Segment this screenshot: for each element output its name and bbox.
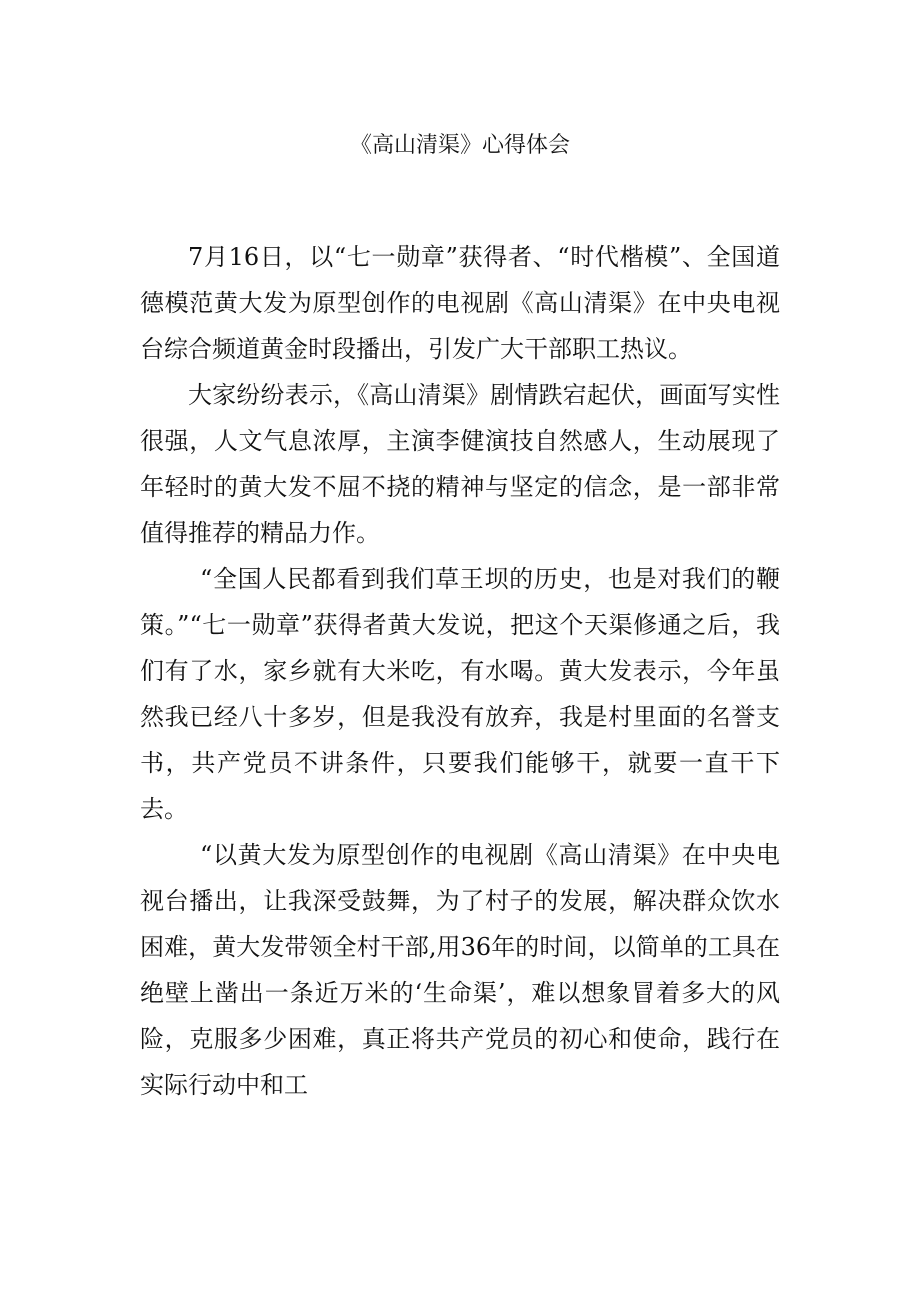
document-body [140, 234, 780, 1108]
paragraph-3: “全国人民都看到我们草王坝的历史，也是对我们的鞭策。”“七一勋章”获得者黄大发说，把这个天渠修通之后，我们有了水，家乡就有大米吃，有水喝。黄大发表示，今年虽然我已经八十多岁，但是我没有放弃，我是村里面的名誉支书，共产党员不讲条件，只要我们能够干，就要一直干下去。 [140, 565, 780, 823]
paragraph-2: 大家纷纷表示，《高山清渠》剧情跌宕起伏，画面写实性很强，人文气息浓厚，主演李健演技自然感人，生动展现了年轻时的黄大发不屈不挠的精神与坚定的信念，是一部非常值得推荐的精品力作。 [140, 381, 780, 547]
paragraph-1: 7月16日，以“七一勋章”获得者、“时代楷模”、全国道德模范黄大发为原型创作的电视剧《高山清渠》在中央电视台综合频道黄金时段播出，引发广大干部职工热议。 [140, 243, 780, 363]
paragraph-4: “以黄大发为原型创作的电视剧《高山清渠》在中央电视台播出，让我深受鼓舞，为了村子的发展，解决群众饮水困难，黄大发带领全村干部,用36年的时间，以简单的工具在绝壁上凿出一条近万米的‘生命渠’，难以想象冒着多大的风险，克服多少困难，真正将共产党员的初心和使命，践行在实际行动中和工 [140, 841, 780, 1099]
document-title: 《高山清渠》心得体会 [349, 133, 570, 158]
